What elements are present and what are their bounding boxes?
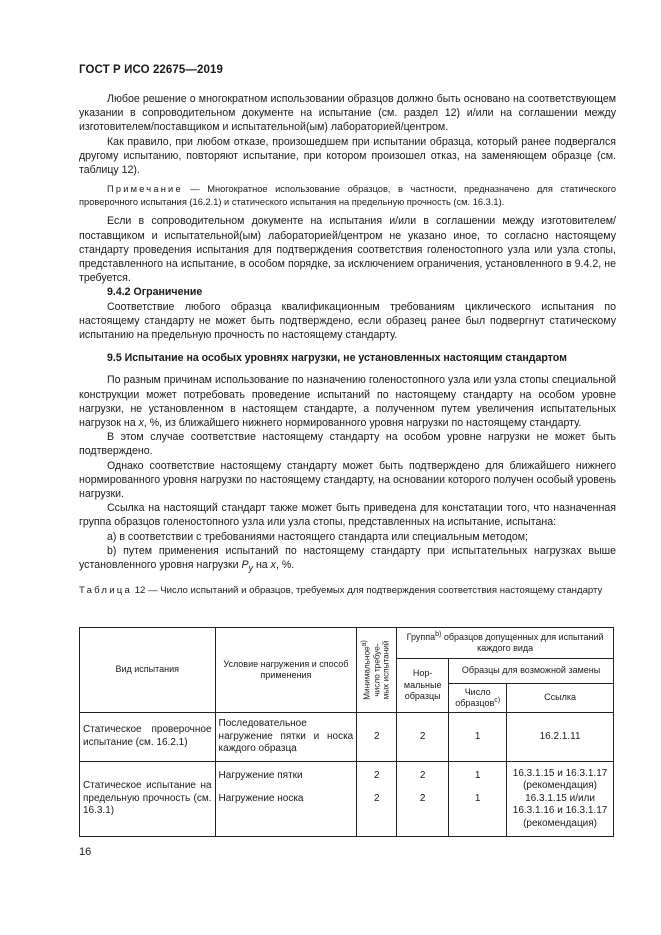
text-run: Нагружение пятки bbox=[218, 770, 303, 781]
paragraph: Соответствие любого образца квалификационным требованиям циклического испытания по настоящему стандарту не может быть подтверждено, если образец ранее был подвергнут статическому испытанию на предельную прочность по настоящему стандарту. bbox=[79, 300, 616, 342]
text-run: По разным причинам использование по назначению голеностопного узла или узла стопы специальной конструкции может потребовать проведение испытаний по настоящему стандарту на особом уровне нагрузки, не установленном в настоящем стандарте, а полученном путем увеличения испытательных нагрузок на bbox=[79, 374, 616, 430]
text-run: 1 bbox=[474, 770, 481, 781]
text-run: 2 bbox=[419, 770, 426, 781]
cell-normal-samples bbox=[397, 762, 449, 837]
paragraph: В этом случае соответствие настоящему стандарту на особом уровне нагрузки не может быть подтверждено. bbox=[79, 431, 616, 458]
header-sample-group bbox=[397, 628, 614, 659]
paragraph: Если в сопроводительном документе на испытания и/или в соглашении между изготовителем/ поставщиком и испытательной(ым) лабораторией/центром не указано иное, то согласно настоящему стандарту проведения испытания для подтверждения соответствия голеностопного узла или узла стопы, представленного на испытание, в особом порядке, за исключением ограничения, установленного в 9.4.2, не требуется. bbox=[79, 215, 616, 285]
cell-min-tests: 2 bbox=[357, 713, 397, 762]
cell-test-type: Статическое испытание на предельную прочность (см. 16.3.1) bbox=[80, 762, 216, 837]
text-run: 1 bbox=[474, 792, 481, 804]
list-item-b bbox=[79, 544, 616, 576]
text-run: образцов допущенных для испытаний каждого вида bbox=[441, 631, 604, 653]
text-run: , %. bbox=[275, 559, 295, 572]
section-heading-9-5: 9.5 Испытание на особых уровнях нагрузки, не установленных настоящим стандартом bbox=[107, 352, 567, 365]
caption-label: Таблица bbox=[79, 585, 133, 597]
header-test-type: Вид испытания bbox=[80, 628, 216, 713]
footnote-a: a) bbox=[360, 640, 368, 647]
cell-load-condition: Последовательное нагружение пятки и носка каждого образца bbox=[215, 713, 357, 762]
paragraph: Любое решение о многократном использовании образцов должно быть основано на соответствующем указании в сопроводительном документе на испытание (см. раздел 12) и/или на соглашении между изготовителем/поставщиком и испытательной(ым) лабораторией/центром. bbox=[79, 93, 616, 134]
text-run: Группа bbox=[406, 631, 436, 642]
footnote-c: c) bbox=[494, 697, 501, 704]
cell-sample-count: 1 bbox=[449, 713, 507, 762]
text-run: 2 bbox=[419, 792, 426, 804]
text-run: b) путем применения испытаний по настоящему стандарту при испытательных нагрузках выше установленного уровня нагрузки bbox=[79, 544, 616, 572]
page-number: 16 bbox=[79, 846, 92, 858]
header-load-condition: Условие нагружения и способ применения bbox=[215, 628, 357, 713]
text-run: , %, из ближайшего нижнего нормированного уровня нагрузки по настоящему стандарту. bbox=[143, 417, 582, 430]
paragraph: Как правило, при любом отказе, произошедшем при испытании образца, который ранее подвергался другому испытанию, повторяют испытание, при котором произошел отказ, на заменяющем образце (см. таблицу 12). bbox=[79, 135, 616, 177]
caption-text: 12 — Число испытаний и образцов, требуемых для подтверждения соответствия настоящему стандарту bbox=[132, 585, 603, 597]
body-text bbox=[79, 92, 616, 598]
text-run: Минимальное bbox=[362, 646, 372, 700]
text-run: число требуе- bbox=[371, 643, 381, 697]
table-row bbox=[80, 762, 614, 837]
text-run: Число образцов bbox=[455, 686, 495, 708]
subscript-y: y bbox=[248, 563, 254, 574]
note bbox=[79, 183, 616, 208]
text-run: Нагружение носка bbox=[218, 792, 304, 804]
text-run: на bbox=[253, 559, 271, 572]
header-replacement-samples: Образцы для возможной замены bbox=[449, 659, 614, 684]
list-item-a: a) в соответствии с требованиями настоящего стандарта или специальным методом; bbox=[107, 530, 528, 543]
document-code-header: ГОСТ Р ИСО 22675—2019 bbox=[79, 64, 224, 76]
footnote-b: b) bbox=[435, 630, 442, 638]
cell-load-condition bbox=[215, 762, 357, 837]
cell-test-type: Статическое проверочное испытание (см. 16.2.1) bbox=[80, 713, 216, 762]
variable-p: P bbox=[241, 559, 249, 572]
paragraph: Однако соответствие настоящему стандарту может быть подтверждено для ближайшего нижнего нормированного уровня нагрузки по настоящему стандарту, на основании которого получен особый уровень нагрузки. bbox=[79, 459, 616, 501]
cell-reference: 16.3.1.15 и 16.3.1.17 (рекомендация) 16.3.1.15 и/или 16.3.1.16 и 16.3.1.17 (рекомендация) bbox=[507, 762, 614, 837]
note-label: Примечание bbox=[107, 184, 183, 195]
header-reference: Ссылка bbox=[507, 684, 614, 713]
section-heading-9-4-2: 9.4.2 Ограничение bbox=[107, 286, 203, 299]
header-sample-count bbox=[449, 684, 507, 713]
paragraph bbox=[79, 373, 616, 430]
table-header-row bbox=[80, 628, 614, 659]
cell-reference: 16.2.1.11 bbox=[507, 713, 614, 762]
text-run: мых испытаний bbox=[381, 640, 391, 700]
cell-min-tests bbox=[357, 762, 397, 837]
header-normal-samples: Нор-мальные образцы bbox=[397, 659, 449, 713]
table-12 bbox=[79, 627, 614, 837]
table-caption bbox=[79, 585, 616, 597]
cell-normal-samples: 2 bbox=[397, 713, 449, 762]
table-row bbox=[80, 713, 614, 762]
text-run: 2 bbox=[373, 770, 380, 781]
cell-sample-count bbox=[449, 762, 507, 837]
header-min-tests bbox=[357, 628, 397, 713]
variable-x: x bbox=[138, 417, 144, 430]
note-text: — Многократное использование образцов, в частности, предназначено для статического проверочного испытания (16.2.1) и статического испытания на предельную прочность (см. 16.3.1). bbox=[79, 184, 616, 207]
variable-x: x bbox=[270, 559, 276, 572]
paragraph: Ссылка на настоящий стандарт также может быть приведена для констатации того, что назначенная группа образцов голеностопного узла или узла стопы, представленных на испытание, испытана: bbox=[79, 502, 616, 529]
text-run: 2 bbox=[373, 792, 380, 804]
